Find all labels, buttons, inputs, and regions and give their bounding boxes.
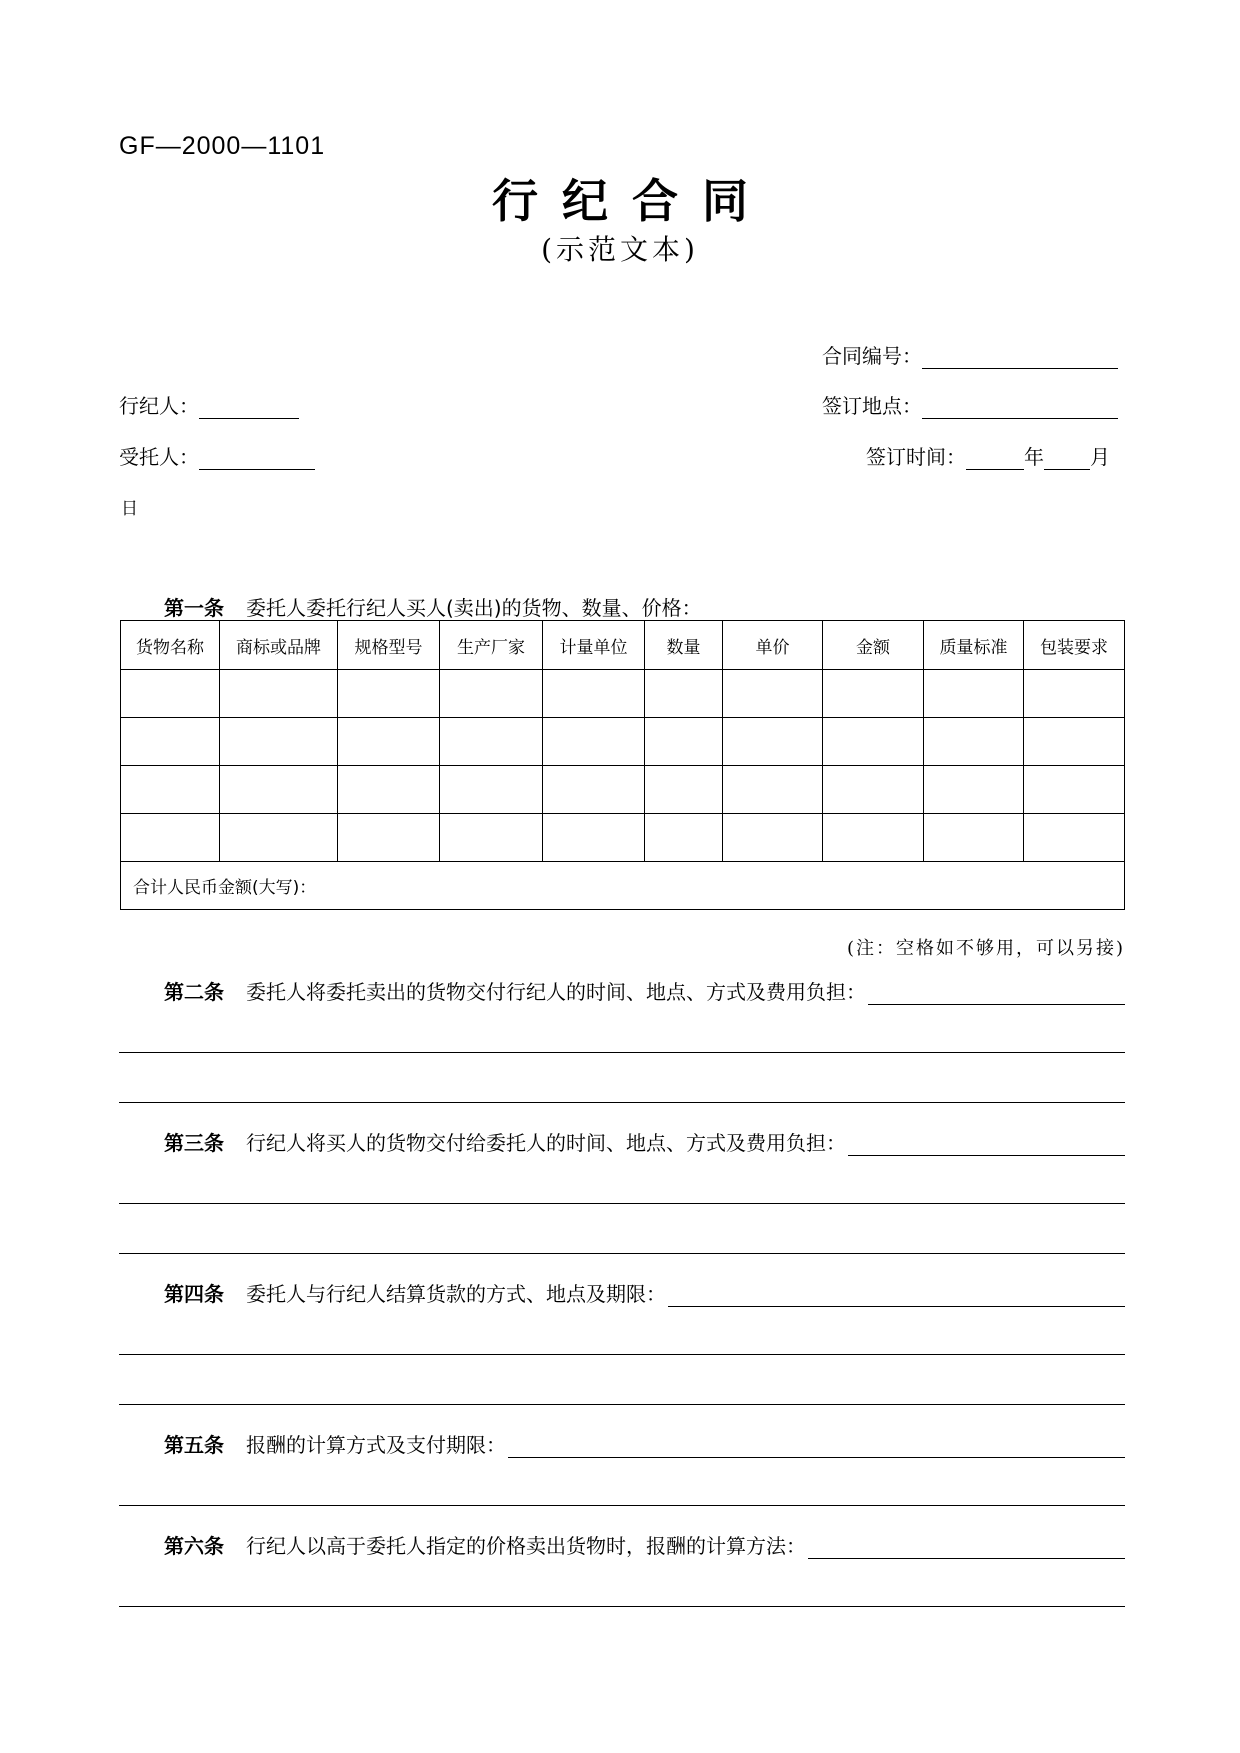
agent-field xyxy=(119,390,299,419)
sign-time-label: 签订时间： xyxy=(866,445,966,469)
contract-no-field xyxy=(822,340,1118,369)
col-header-manufacturer: 生产厂家 xyxy=(440,621,543,670)
contract-no-label: 合同编号： xyxy=(822,344,922,368)
clause-4-blank[interactable] xyxy=(668,1284,1125,1307)
clause-5 xyxy=(119,1429,1125,1458)
month-label: 月 xyxy=(1090,445,1110,469)
clause-5-line-1[interactable] xyxy=(119,1505,1125,1506)
agent-label: 行纪人： xyxy=(119,394,199,418)
clause-4 xyxy=(119,1278,1125,1307)
clause-4-num: 第四条 xyxy=(164,1282,224,1306)
clause-2-num: 第二条 xyxy=(164,980,224,1004)
document-subtitle: (示范文本) xyxy=(541,233,699,266)
table-header-row xyxy=(121,621,1125,670)
sign-place-field xyxy=(822,390,1118,419)
agent-blank[interactable] xyxy=(199,396,299,419)
clause-2-text: 委托人将委托卖出的货物交付行纪人的时间、地点、方式及费用负担： xyxy=(246,980,866,1004)
clause-1 xyxy=(164,592,702,621)
clause-3-num: 第三条 xyxy=(164,1131,224,1155)
col-header-quality: 质量标准 xyxy=(924,621,1024,670)
table-note: (注：空格如不够用，可以另接) xyxy=(846,938,1125,959)
year-label: 年 xyxy=(1024,445,1044,469)
col-header-unit-price: 单价 xyxy=(723,621,823,670)
clause-6 xyxy=(119,1530,1125,1559)
clause-1-num: 第一条 xyxy=(164,596,224,620)
clause-6-line-1[interactable] xyxy=(119,1606,1125,1607)
clause-5-num: 第五条 xyxy=(164,1433,224,1457)
sign-place-blank[interactable] xyxy=(922,396,1118,419)
clause-4-text: 委托人与行纪人结算货款的方式、地点及期限： xyxy=(246,1282,666,1306)
clause-2-blank[interactable] xyxy=(868,982,1125,1005)
day-label: 日 xyxy=(121,499,138,519)
clause-2 xyxy=(119,976,1125,1005)
document-code: GF—2000—1101 xyxy=(119,132,326,160)
clause-3-line-2[interactable] xyxy=(119,1253,1125,1254)
col-header-packaging: 包装要求 xyxy=(1024,621,1125,670)
clause-3-blank[interactable] xyxy=(848,1133,1125,1156)
clause-3-text: 行纪人将买人的货物交付给委托人的时间、地点、方式及费用负担： xyxy=(246,1131,846,1155)
principal-label: 受托人： xyxy=(119,445,199,469)
document-title: 行纪合同 xyxy=(492,174,772,228)
col-header-goods-name: 货物名称 xyxy=(121,621,220,670)
clause-1-text: 委托人委托行纪人买人(卖出)的货物、数量、价格： xyxy=(246,596,702,620)
principal-field xyxy=(119,441,315,470)
clause-6-text: 行纪人以高于委托人指定的价格卖出货物时，报酬的计算方法： xyxy=(246,1534,806,1558)
clause-5-blank[interactable] xyxy=(508,1435,1125,1458)
clause-2-line-2[interactable] xyxy=(119,1102,1125,1103)
table-row[interactable] xyxy=(121,766,1125,814)
col-header-spec: 规格型号 xyxy=(338,621,440,670)
table-total-row[interactable] xyxy=(121,862,1125,910)
table-row[interactable] xyxy=(121,670,1125,718)
sign-place-label: 签订地点： xyxy=(822,394,922,418)
col-header-unit: 计量单位 xyxy=(543,621,645,670)
year-blank[interactable] xyxy=(966,447,1024,470)
col-header-quantity: 数量 xyxy=(645,621,723,670)
col-header-amount: 金额 xyxy=(823,621,924,670)
clause-5-text: 报酬的计算方式及支付期限： xyxy=(246,1433,506,1457)
clause-2-line-1[interactable] xyxy=(119,1052,1125,1053)
sign-time-field xyxy=(866,441,1110,470)
clause-3-line-1[interactable] xyxy=(119,1203,1125,1204)
col-header-brand: 商标或品牌 xyxy=(220,621,338,670)
principal-blank[interactable] xyxy=(199,447,315,470)
table-row[interactable] xyxy=(121,814,1125,862)
goods-table xyxy=(120,620,1125,910)
clause-6-num: 第六条 xyxy=(164,1534,224,1558)
clause-3 xyxy=(119,1127,1125,1156)
clause-4-line-1[interactable] xyxy=(119,1354,1125,1355)
month-blank[interactable] xyxy=(1044,447,1090,470)
total-amount-label[interactable]: 合计人民币金额(大写)： xyxy=(121,862,1125,910)
table-row[interactable] xyxy=(121,718,1125,766)
contract-no-blank[interactable] xyxy=(922,346,1118,369)
clause-4-line-2[interactable] xyxy=(119,1404,1125,1405)
clause-6-blank[interactable] xyxy=(808,1536,1125,1559)
